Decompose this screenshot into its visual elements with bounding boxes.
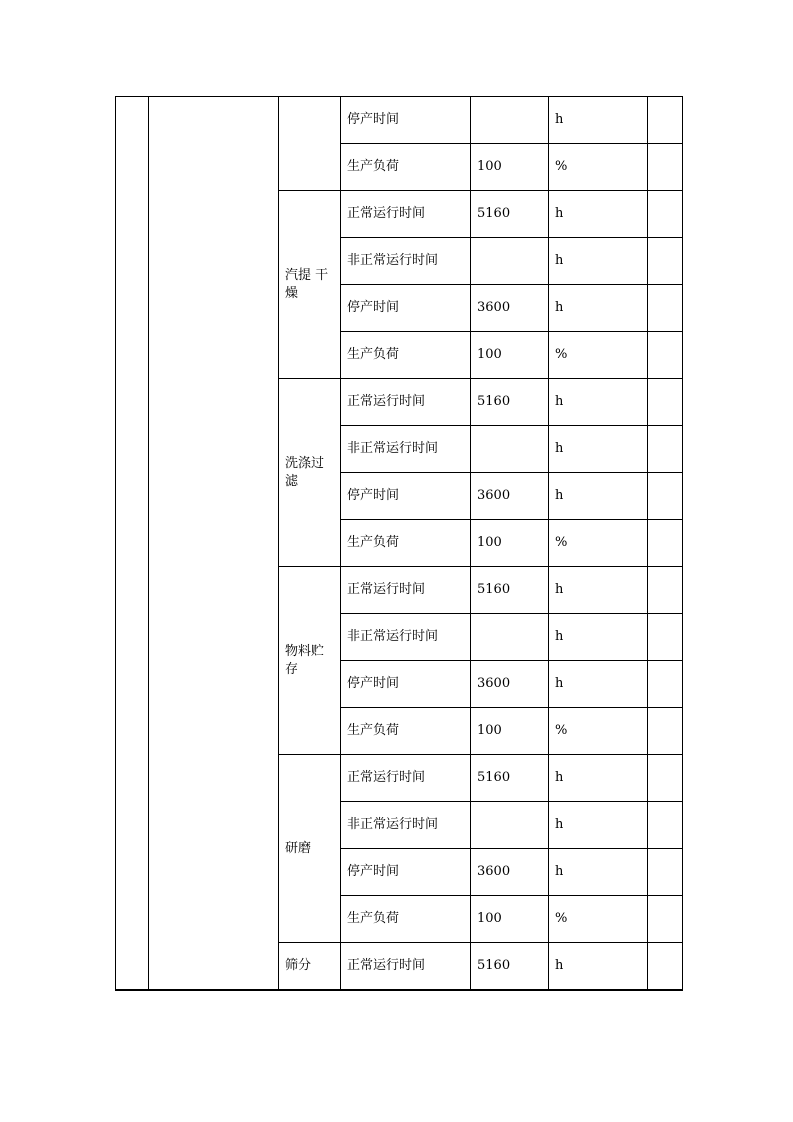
process-name-cell: 物料贮存 (279, 567, 341, 755)
value-cell: 3600 (471, 285, 549, 332)
value-cell (471, 426, 549, 473)
unit-cell: h (549, 379, 648, 426)
unit-cell: % (549, 144, 648, 191)
metric-label-cell: 停产时间 (341, 97, 471, 144)
value-cell: 100 (471, 520, 549, 567)
metric-label-cell: 生产负荷 (341, 896, 471, 943)
spacer-cell (648, 567, 683, 614)
unit-cell: h (549, 943, 648, 990)
value-cell: 100 (471, 896, 549, 943)
unit-cell: h (549, 567, 648, 614)
spacer-cell (648, 238, 683, 285)
value-cell: 100 (471, 708, 549, 755)
value-cell: 5160 (471, 567, 549, 614)
spacer-cell (648, 285, 683, 332)
left-margin-cell (116, 97, 149, 990)
process-name-cell: 汽提 干燥 (279, 191, 341, 379)
process-name-cell: 筛分 (279, 943, 341, 990)
unit-cell: h (549, 849, 648, 896)
spacer-cell (648, 191, 683, 238)
spacer-cell (648, 943, 683, 990)
value-cell: 100 (471, 332, 549, 379)
spacer-cell (648, 426, 683, 473)
value-cell (471, 614, 549, 661)
metric-label-cell: 非正常运行时间 (341, 614, 471, 661)
metric-label-cell: 生产负荷 (341, 708, 471, 755)
value-cell: 5160 (471, 755, 549, 802)
value-cell (471, 238, 549, 285)
metric-label-cell: 非正常运行时间 (341, 426, 471, 473)
spacer-cell (648, 520, 683, 567)
value-cell (471, 97, 549, 144)
unit-cell: h (549, 802, 648, 849)
value-cell: 5160 (471, 379, 549, 426)
unit-cell: h (549, 614, 648, 661)
process-name-cell (279, 97, 341, 191)
spacer-cell (648, 473, 683, 520)
table-row (116, 97, 683, 144)
spacer-cell (648, 802, 683, 849)
metric-label-cell: 停产时间 (341, 849, 471, 896)
metric-label-cell: 生产负荷 (341, 520, 471, 567)
category-cell (149, 97, 279, 990)
value-cell: 5160 (471, 191, 549, 238)
unit-cell: h (549, 755, 648, 802)
metric-label-cell: 非正常运行时间 (341, 238, 471, 285)
unit-cell: h (549, 285, 648, 332)
metric-label-cell: 生产负荷 (341, 144, 471, 191)
unit-cell: % (549, 708, 648, 755)
metric-label-cell: 正常运行时间 (341, 379, 471, 426)
metric-label-cell: 停产时间 (341, 661, 471, 708)
unit-cell: % (549, 520, 648, 567)
value-cell: 3600 (471, 849, 549, 896)
process-name-cell: 研磨 (279, 755, 341, 943)
spacer-cell (648, 755, 683, 802)
metric-label-cell: 非正常运行时间 (341, 802, 471, 849)
unit-cell: h (549, 426, 648, 473)
unit-cell: % (549, 332, 648, 379)
value-cell: 5160 (471, 943, 549, 990)
spacer-cell (648, 332, 683, 379)
metric-label-cell: 生产负荷 (341, 332, 471, 379)
value-cell (471, 802, 549, 849)
spacer-cell (648, 849, 683, 896)
spacer-cell (648, 661, 683, 708)
unit-cell: h (549, 191, 648, 238)
metric-label-cell: 正常运行时间 (341, 943, 471, 990)
spacer-cell (648, 708, 683, 755)
value-cell: 3600 (471, 473, 549, 520)
metric-label-cell: 正常运行时间 (341, 567, 471, 614)
value-cell: 100 (471, 144, 549, 191)
unit-cell: % (549, 896, 648, 943)
spacer-cell (648, 896, 683, 943)
metric-label-cell: 正常运行时间 (341, 755, 471, 802)
spacer-cell (648, 97, 683, 144)
metric-label-cell: 正常运行时间 (341, 191, 471, 238)
spacer-cell (648, 144, 683, 191)
spacer-cell (648, 614, 683, 661)
operating-time-table (115, 96, 683, 991)
process-name-cell: 洗涤过滤 (279, 379, 341, 567)
unit-cell: h (549, 661, 648, 708)
spacer-cell (648, 379, 683, 426)
value-cell: 3600 (471, 661, 549, 708)
metric-label-cell: 停产时间 (341, 285, 471, 332)
unit-cell: h (549, 473, 648, 520)
unit-cell: h (549, 238, 648, 285)
metric-label-cell: 停产时间 (341, 473, 471, 520)
unit-cell: h (549, 97, 648, 144)
